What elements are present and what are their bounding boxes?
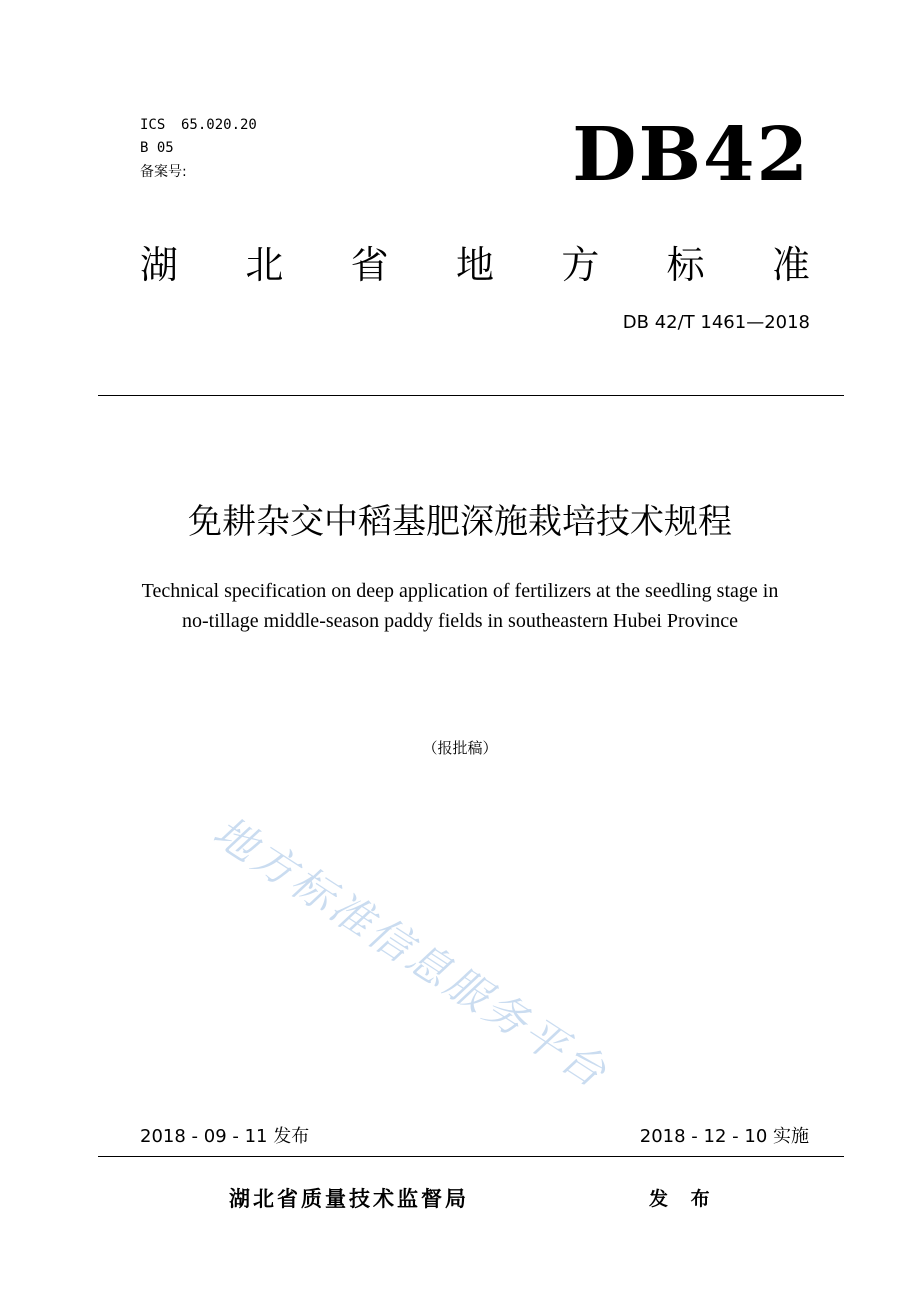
watermark: 地方标准信息服务平台 [204, 806, 618, 1099]
standard-type-char: 北 [245, 243, 284, 287]
standard-type-char: 地 [455, 243, 494, 287]
ics-label: ICS [140, 117, 166, 133]
effective-date: 2018 - 12 - 10 实施 [639, 1126, 809, 1147]
ics-code: 65.020.20 [181, 117, 257, 133]
standard-type-char: 省 [350, 243, 389, 287]
issuing-authority: 湖北省质量技术监督局 [229, 1187, 469, 1211]
issue-word: 发 布 [649, 1188, 718, 1210]
record-number-label: 备案号: [140, 164, 187, 180]
document-title-en-line2: no-tillage middle-season paddy fields in southeastern Hubei Province [182, 610, 738, 632]
standard-number: DB 42/T 1461—2018 [622, 312, 810, 333]
standard-type-char: 方 [561, 243, 600, 287]
document-title-zh: 免耕杂交中稻基肥深施栽培技术规程 [188, 502, 732, 542]
standard-type-char: 准 [771, 243, 810, 287]
draft-status: （报批稿） [422, 739, 498, 757]
issue-date: 2018 - 09 - 11 发布 [140, 1126, 310, 1147]
standard-type-char: 标 [666, 243, 705, 287]
db-code: DB42 [572, 112, 810, 198]
standard-type-heading [140, 235, 810, 295]
bottom-divider [98, 1156, 844, 1157]
document-title-en-line1: Technical specification on deep application of fertilizers at the seedling stage in [141, 580, 779, 602]
standard-type-char: 湖 [140, 243, 179, 287]
classification-code: B 05 [140, 140, 174, 156]
top-divider [98, 395, 844, 396]
